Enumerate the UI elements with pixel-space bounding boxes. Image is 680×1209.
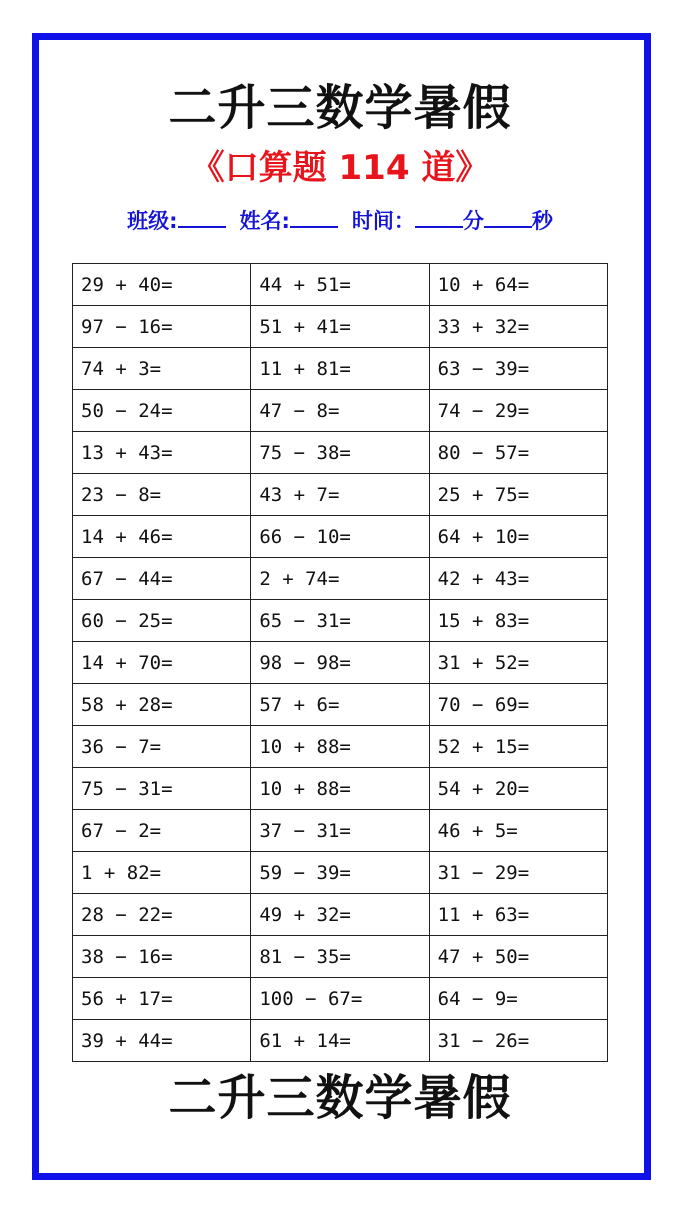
problem-cell: 74 + 3= <box>73 348 251 390</box>
problem-cell: 80 − 57= <box>429 432 607 474</box>
problem-cell: 61 + 14= <box>251 1020 429 1062</box>
class-label: 班级: <box>127 209 178 233</box>
problem-cell: 58 + 28= <box>73 684 251 726</box>
table-row <box>73 894 608 936</box>
table-row <box>73 852 608 894</box>
problem-cell: 67 − 44= <box>73 558 251 600</box>
problem-cell: 33 + 32= <box>429 306 607 348</box>
problem-cell: 2 + 74= <box>251 558 429 600</box>
problem-cell: 14 + 46= <box>73 516 251 558</box>
table-row <box>73 390 608 432</box>
problem-cell: 29 + 40= <box>73 264 251 306</box>
problem-cell: 75 − 31= <box>73 768 251 810</box>
problem-cell: 25 + 75= <box>429 474 607 516</box>
problem-cell: 38 − 16= <box>73 936 251 978</box>
problem-cell: 11 + 81= <box>251 348 429 390</box>
problem-cell: 1 + 82= <box>73 852 251 894</box>
table-row <box>73 264 608 306</box>
problem-table <box>72 263 608 1062</box>
problem-cell: 10 + 64= <box>429 264 607 306</box>
table-row <box>73 684 608 726</box>
problem-cell: 51 + 41= <box>251 306 429 348</box>
problem-cell: 31 − 29= <box>429 852 607 894</box>
problem-cell: 100 − 67= <box>251 978 429 1020</box>
table-row <box>73 600 608 642</box>
table-row <box>73 726 608 768</box>
problem-cell: 97 − 16= <box>73 306 251 348</box>
minutes-blank[interactable] <box>415 206 463 228</box>
problem-cell: 59 − 39= <box>251 852 429 894</box>
problem-cell: 74 − 29= <box>429 390 607 432</box>
name-blank[interactable] <box>290 206 338 228</box>
problem-cell: 56 + 17= <box>73 978 251 1020</box>
problem-cell: 50 − 24= <box>73 390 251 432</box>
table-row <box>73 306 608 348</box>
problem-cell: 15 + 83= <box>429 600 607 642</box>
problem-cell: 47 + 50= <box>429 936 607 978</box>
problem-cell: 57 + 6= <box>251 684 429 726</box>
problem-cell: 39 + 44= <box>73 1020 251 1062</box>
table-row <box>73 936 608 978</box>
problem-cell: 10 + 88= <box>251 726 429 768</box>
problem-cell: 28 − 22= <box>73 894 251 936</box>
problem-cell: 52 + 15= <box>429 726 607 768</box>
student-info-line <box>0 206 680 236</box>
problem-cell: 37 − 31= <box>251 810 429 852</box>
seconds-blank[interactable] <box>484 206 532 228</box>
problem-cell: 66 − 10= <box>251 516 429 558</box>
footer-title: 二升三数学暑假 <box>168 1070 512 1126</box>
problem-cell: 64 − 9= <box>429 978 607 1020</box>
problem-cell: 65 − 31= <box>251 600 429 642</box>
page-subtitle: 《口算题 114 道》 <box>190 148 490 188</box>
problem-cell: 11 + 63= <box>429 894 607 936</box>
table-row <box>73 978 608 1020</box>
time-label: 时间： <box>351 209 415 233</box>
table-row <box>73 810 608 852</box>
minute-label: 分 <box>462 209 484 233</box>
problem-cell: 13 + 43= <box>73 432 251 474</box>
table-row <box>73 516 608 558</box>
problem-cell: 31 − 26= <box>429 1020 607 1062</box>
problem-cell: 23 − 8= <box>73 474 251 516</box>
problem-cell: 81 − 35= <box>251 936 429 978</box>
name-label: 姓名: <box>239 209 290 233</box>
table-row <box>73 474 608 516</box>
problem-cell: 49 + 32= <box>251 894 429 936</box>
second-label: 秒 <box>531 209 553 233</box>
class-blank[interactable] <box>178 206 226 228</box>
table-row <box>73 642 608 684</box>
problem-cell: 75 − 38= <box>251 432 429 474</box>
problem-cell: 10 + 88= <box>251 768 429 810</box>
table-row <box>73 432 608 474</box>
problem-cell: 60 − 25= <box>73 600 251 642</box>
problem-cell: 54 + 20= <box>429 768 607 810</box>
problem-cell: 98 − 98= <box>251 642 429 684</box>
table-row <box>73 1020 608 1062</box>
page-title: 二升三数学暑假 <box>168 80 512 136</box>
problem-cell: 63 − 39= <box>429 348 607 390</box>
problem-cell: 42 + 43= <box>429 558 607 600</box>
problem-cell: 46 + 5= <box>429 810 607 852</box>
problem-cell: 36 − 7= <box>73 726 251 768</box>
problem-cell: 67 − 2= <box>73 810 251 852</box>
problem-cell: 44 + 51= <box>251 264 429 306</box>
problem-cell: 47 − 8= <box>251 390 429 432</box>
problem-cell: 31 + 52= <box>429 642 607 684</box>
problem-cell: 14 + 70= <box>73 642 251 684</box>
problem-cell: 43 + 7= <box>251 474 429 516</box>
problem-cell: 70 − 69= <box>429 684 607 726</box>
table-row <box>73 558 608 600</box>
table-row <box>73 348 608 390</box>
problem-cell: 64 + 10= <box>429 516 607 558</box>
table-row <box>73 768 608 810</box>
